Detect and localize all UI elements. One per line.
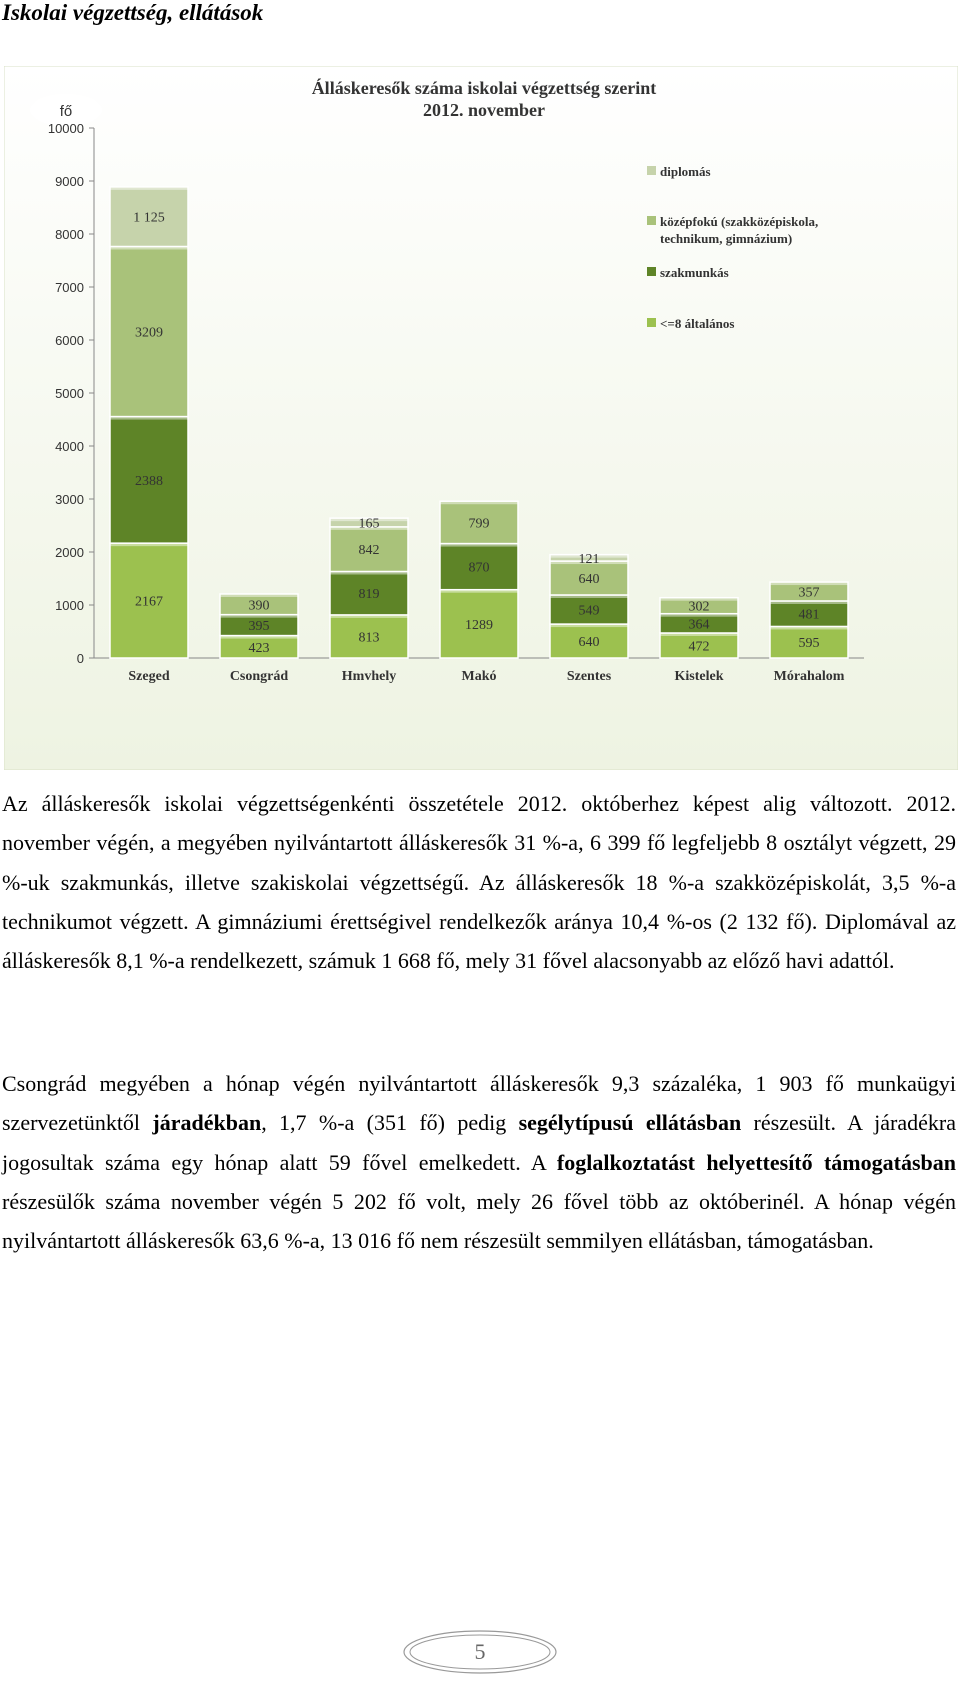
legend-label: középfokú (szakközépiskola, [660,214,819,229]
paragraph-text: Csongrád megyében a hónap végén nyilvántartott álláskeresők 9,3 százaléka, 1 903 fő munkaügyi szervezetünktől [2,1071,956,1136]
legend-label: technikum, gimnázium) [660,231,793,246]
data-label: 842 [358,543,380,559]
data-label: 799 [468,516,490,532]
y-axis-label: fő [59,103,73,120]
paragraph-benefits [2,1064,956,1260]
bold-term: járadékban [152,1110,262,1136]
bar-segment-highlight [110,187,188,190]
paragraph-text: részesülők száma november végén 5 202 fő volt, mely 26 fővel több az októberinél. A hónap végén nyilvántartott álláskeresők 63,6 %-a, 13 016 fő nem részesült semmilyen ellátásban, támogatásban. [2,1188,956,1254]
data-label: 2167 [135,594,163,610]
data-label: 481 [798,607,820,623]
y-tick-label: 2000 [55,545,84,560]
data-label: 595 [798,636,820,652]
bar-segment-highlight [220,594,298,597]
data-label: 640 [578,572,600,588]
data-label: 2388 [135,473,163,489]
y-tick-label: 8000 [55,227,84,242]
data-label: 472 [688,639,710,655]
page-number: 5 [474,1639,486,1664]
bold-term: segélytípusú ellátásban [518,1110,742,1136]
section-heading: Iskolai végzettség, ellátások [2,0,264,25]
paragraph-text: , 1,7 %-a (351 fő) pedig [261,1110,519,1136]
legend-label: diplomás [660,164,711,179]
x-tick-label: Mórahalom [773,669,845,684]
legend-label: szakmunkás [660,265,729,280]
y-tick-label: 3000 [55,492,84,507]
x-tick-label: Hmvhely [341,669,397,684]
data-label: 165 [358,516,380,532]
data-label: 390 [248,598,270,614]
legend-label: <=8 általános [660,316,735,331]
legend-swatch [647,166,656,175]
legend-swatch [647,216,656,225]
data-label: 357 [798,585,820,601]
y-tick-label: 10000 [47,121,84,136]
y-tick-label: 6000 [55,333,84,348]
y-tick-label: 9000 [55,174,84,189]
page-number-badge [400,1627,560,1677]
legend-swatch [647,267,656,276]
data-label: 549 [578,603,600,619]
x-tick-label: Csongrád [229,669,289,684]
chart-subtitle: 2012. november [423,100,545,120]
data-label: 813 [358,630,380,646]
x-tick-label: Kistelek [674,669,724,684]
y-tick-label: 7000 [55,280,84,295]
data-label: 121 [578,551,600,567]
data-label: 870 [468,560,490,576]
legend-swatch [647,318,656,327]
x-tick-label: Szeged [128,669,170,684]
data-label: 302 [688,599,710,615]
y-tick-label: 5000 [55,386,84,401]
data-label: 364 [688,617,710,633]
data-label: 423 [248,640,270,656]
y-tick-label: 4000 [55,439,84,454]
data-label: 819 [358,587,380,603]
x-tick-label: Szentes [566,669,612,684]
bold-term: foglalkoztatást helyettesítő támogatásban [556,1149,956,1175]
paragraph-text: részesült. A járadékra jogosultak száma egy hónap alatt 59 fővel emelkedett. A [2,1110,956,1175]
y-tick-label: 0 [76,651,84,666]
x-tick-label: Makó [461,669,497,684]
bar-segment-highlight [440,501,518,504]
data-label: 395 [248,619,270,635]
data-label: 640 [578,635,600,651]
stacked-bar-chart [4,66,958,770]
data-label: 1289 [465,617,493,633]
data-label: 3209 [135,325,163,341]
chart-svg [4,66,958,770]
chart-title: Álláskeresők száma iskolai végzettség szerint [311,78,657,98]
paragraph-education: Az álláskeresők iskolai végzettségenkénti összetétele 2012. októberhez képest alig változott. 2012. november végén, a megyében nyilvántartott álláskeresők 31 %-a, 6 399 fő legfeljebb 8 osztályt végzett, 29 %-uk szakmunkás, illetve szakiskolai végzettségű. Az álláskeresők 18 %-a szakközépiskolát, 3,5 %-a technikumot végzett. A gimnáziumi érettségivel rendelkezők aránya 10,4 %-os (2 132 fő). Diplomával az álláskeresők 8,1 %-a rendelkezett, számuk 1 668 fő, mely 31 fővel alacsonyabb az előző havi adattól. [2,791,956,974]
data-label: 1 125 [133,210,165,226]
y-tick-label: 1000 [55,598,84,613]
